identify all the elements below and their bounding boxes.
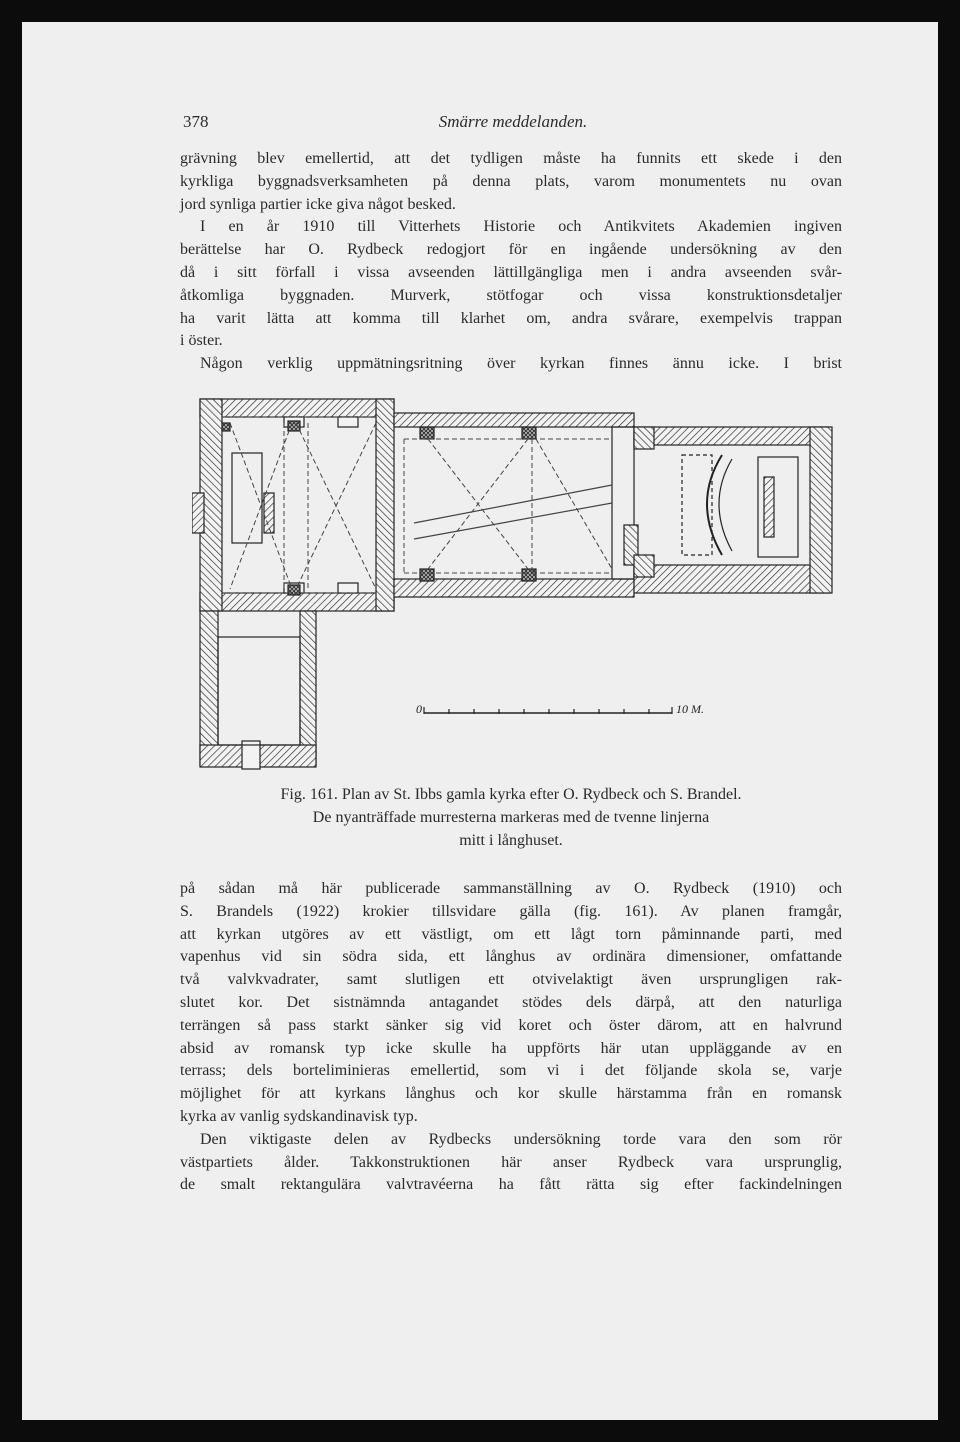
- text-line: kyrka av vanlig sydskandinavisk typ.: [180, 1107, 418, 1125]
- body-text-bottom: [180, 878, 842, 1197]
- text-line: S. Brandels (1922) krokier tillsvidare gälla (fig. 161). Av planen framgår,: [180, 902, 842, 920]
- text-line: att kyrkan utgöres av ett västligt, om ett lågt torn påminnande parti, med: [180, 925, 842, 943]
- paragraph: [180, 216, 842, 353]
- text-line: absid av romansk typ icke skulle ha uppförts här utan uppläggande av en: [180, 1039, 842, 1057]
- paragraph: [180, 353, 842, 376]
- text-line: kyrkliga byggnadsverksamheten på denna plats, varom monumentets nu ovan: [180, 172, 842, 190]
- text-line: två valvkvadrater, samt slutligen ett otvivelaktigt även ursprungligen rak-: [180, 971, 842, 989]
- text-line: slutet kor. Det sistnämnda antagandet stödes dels därpå, att den naturliga: [180, 993, 842, 1011]
- text-line: vapenhus vid sin södra sida, ett långhus av ordinära dimensioner, omfattande: [180, 948, 842, 966]
- nave-vault-lines: [404, 439, 612, 573]
- text-line: möjlighet för att kyrkans långhus och kor skulle härstamma från en romansk: [180, 1085, 842, 1103]
- body-text-top: [180, 148, 842, 376]
- text-line: jord synliga partier icke giva något besked.: [180, 195, 456, 213]
- text-line: västpartiets ålder. Takkonstruktionen här anser Rydbeck vara ursprunglig,: [180, 1153, 842, 1171]
- church-floor-plan: [192, 393, 834, 773]
- text-line: åtkomliga byggnaden. Murverk, stötfogar och vissa konstruktionsdetaljer: [180, 286, 842, 304]
- caption-line: De nyanträffade murresterna markeras med de tvenne linjerna: [312, 809, 710, 826]
- text-line: terrängen så pass starkt sänker sig vid koret och öster därom, att en halvrund: [180, 1016, 842, 1034]
- text-line: berättelse har O. Rydbeck redogjort för en ingående undersökning av den: [180, 241, 842, 259]
- running-title: Smärre meddelanden.: [438, 112, 588, 131]
- text-line: på sådan må här publicerade sammanställning av O. Rydbeck (1910) och: [180, 880, 842, 897]
- tower-vault-lines: [222, 417, 376, 593]
- wall-remains-line-2: [414, 503, 612, 539]
- text-line: I en år 1910 till Vitterhets Historie och Antikvitets Akademien ingiven: [200, 218, 842, 236]
- text-line: grävning blev emellertid, att det tydligen måste ha funnits ett skede i den: [180, 150, 842, 167]
- figure-caption: [180, 783, 842, 852]
- text-line: ha varit lätta att komma till klarhet om, andra svårare, exempelvis trappan: [180, 309, 842, 327]
- text-line: de smalt rektangulära valvtravéerna ha fått rätta sig efter fackindelningen: [180, 1176, 842, 1194]
- scale-bar: [416, 702, 704, 716]
- text-line: i öster.: [180, 332, 223, 350]
- west-tower: [192, 399, 394, 611]
- paragraph: [180, 148, 842, 216]
- scale-start-label: 0: [416, 702, 422, 716]
- text-line: terrass; dels borteliminieras emellertid, som vi i det följande skola se, varje: [180, 1062, 842, 1080]
- page-number: 378: [183, 112, 209, 131]
- chancel: [634, 427, 832, 593]
- text-line: då i sitt förfall i vissa avseenden lättillgängliga men i andra avseenden svår-: [180, 263, 842, 281]
- paragraph: [180, 1129, 842, 1197]
- page-header: [183, 112, 843, 136]
- paragraph: [180, 878, 842, 1129]
- scale-end-label: 10 M.: [676, 702, 704, 716]
- text-line: Någon verklig uppmätningsritning över kyrkan finnes ännu icke. I brist: [200, 355, 842, 373]
- caption-line: Fig. 161. Plan av St. Ibbs gamla kyrka efter O. Rydbeck och S. Brandel.: [280, 786, 742, 803]
- porch: [200, 611, 316, 769]
- caption-line: mitt i långhuset.: [459, 832, 563, 849]
- text-line: Den viktigaste delen av Rydbecks undersökning torde vara den som rör: [200, 1130, 842, 1148]
